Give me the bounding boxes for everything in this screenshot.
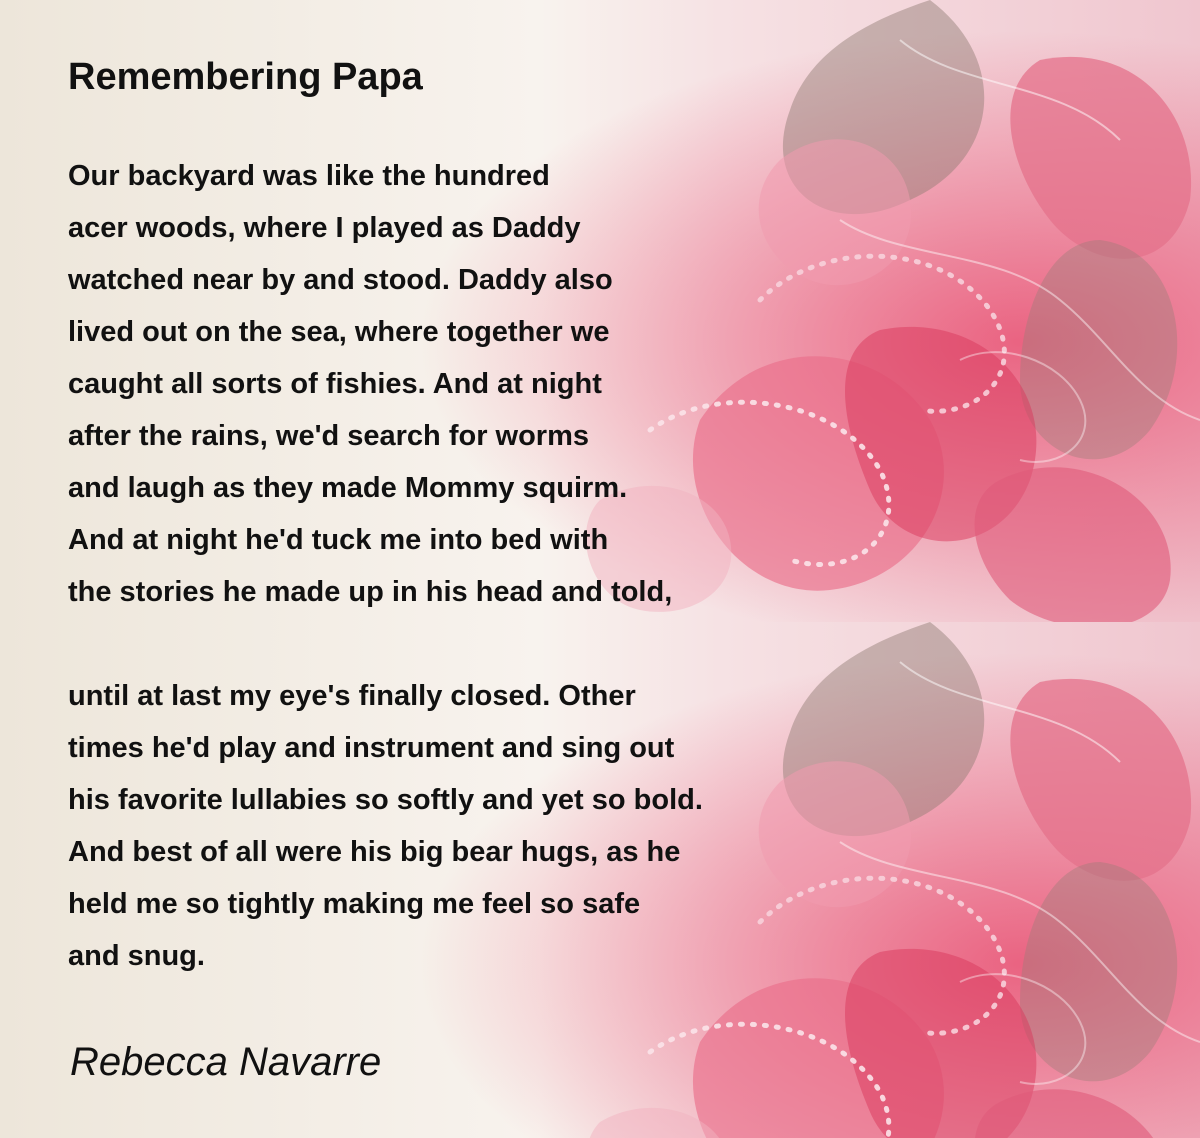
poem-line: and laugh as they made Mommy squirm. [68,472,628,504]
poem-title: Remembering Papa [68,56,423,98]
poem-line: his favorite lullabies so softly and yet so bold. [68,784,703,816]
stanza-1 [68,150,672,618]
poem-line: held me so tightly making me feel so safe [68,888,641,920]
poem-line: watched near by and stood. Daddy also [68,264,613,296]
poem-line: and snug. [68,940,205,972]
poem-line: after the rains, we'd search for worms [68,420,590,452]
stanza-2 [68,670,703,982]
poem-line: the stories he made up in his head and told, [68,576,673,608]
poem-author: Rebecca Navarre [70,1040,382,1084]
poem-line: And at night he'd tuck me into bed with [68,524,609,556]
poem-line: And best of all were his big bear hugs, as he [68,836,681,868]
poem-line: lived out on the sea, where together we [68,316,610,348]
poem-line: times he'd play and instrument and sing out [68,732,675,764]
poem-line: acer woods, where I played as Daddy [68,212,581,244]
poem-line: Our backyard was like the hundred [68,160,550,192]
poem-line: until at last my eye's finally closed. Other [68,680,636,712]
poem-line: caught all sorts of fishies. And at night [68,368,602,400]
